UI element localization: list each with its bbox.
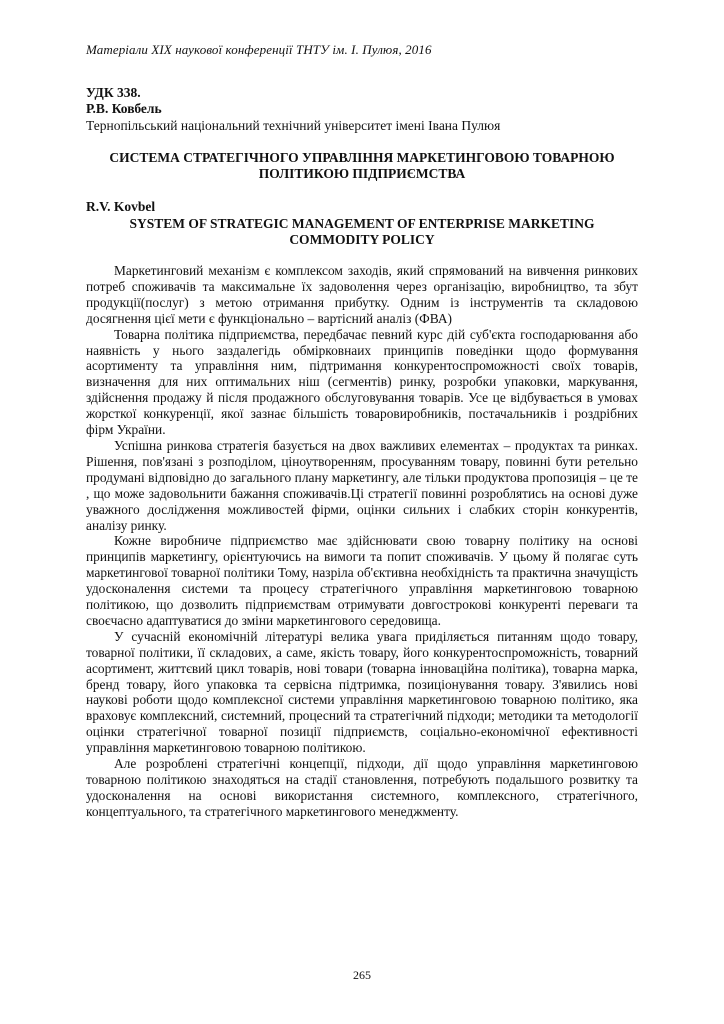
paragraph: Успішна ринкова стратегія базується на двох важливих елементах – продуктах та ринках. Рішення, пов'язані з розподілом, ціноутворенням, просуванням товару, повинні бути ретельно продумані відповідно до загального плану маркетингу, але тільки продуктова пропозиція – це те , що може задовольнити бажання споживачів.Ці стратегії повинні розроблятись на основі дуже уважного дослідження можливостей фірми, оцінки сильних і слабких сторін конкурентів, аналізу ринку. (86, 437, 638, 533)
running-header: Матеріали XIX наукової конференції ТНТУ ім. І. Пулюя, 2016 (86, 42, 432, 57)
paragraph: Товарна політика підприємства, передбачає певний курс дій суб'єкта господарювання або наявність у нього заздалегідь обмірковнаих принципів поведінки щодо формування асортименту та управління ним, підтримання конкурентоспроможності своїх товарів, визначення для них оптимальних ніш (сегментів) ринку, розробки упаковки, маркування, здійснення продажу й після продажного обслуговування товарів. Усе це відбувається в умовах жорсткої конкуренції, якої зазнає більшість товаровиробників, постачальників і роздрібних фірм України. (86, 326, 638, 438)
paragraph: Але розроблені стратегічні концепції, підходи, дії щодо управління маркетинговою товарною політикою знаходяться на стадії становлення, потребують подальшого розвитку та удосконалення на основі використання системного, комплексного, стратегічного, концептуального, та стратегічного маркетингового менеджменту. (86, 756, 638, 819)
paragraph: У сучасній економічній літературі велика увага приділяється питанням щодо товару, товарної політики, її складових, а саме, якість товару, його конкурентоспроможність, товарний асортимент, життєвий цикл товарів, нові товари (товарна інноваційна політика), товарна марка, бренд товару, його упаковка та сервісна підтримка, позиціонування товару. З'явились нові наукові роботи щодо комплексної системи управління маркетинговою товарною політико, яка враховує комплексний, системний, процесний та стратегічний підходи; методики та методології оцінки стратегічної товарної позиції підприємств, соціально-економічної ефективності управління маркетинговою товарною політикою. (86, 628, 638, 756)
article-title-ukrainian: СИСТЕМА СТРАТЕГІЧНОГО УПРАВЛІННЯ МАРКЕТИНГОВОЮ ТОВАРНОЮ ПОЛІТИКОЮ ПІДПРИЄМСТВА (109, 150, 615, 181)
page-number: 265 (353, 968, 371, 982)
article-body (86, 263, 638, 820)
author-affiliation: Тернопільський національний технічний університет імені Івана Пулюя (86, 118, 501, 133)
author-name-english: R.V. Kovbel (86, 199, 156, 214)
article-title-english: SYSTEM OF STRATEGIC MANAGEMENT OF ENTERPRISE MARKETING COMMODITY POLICY (129, 216, 595, 247)
paragraph: Кожне виробниче підприємство має здійснювати свою товарну політику на основі принципів маркетингу, орієнтуючись на вимоги та попит споживачів. У цьому й полягає суть маркетингової товарної політики Тому, назріла об'єктивна необхідність та практична значущість удосконалення системи та процесу стратегічного управління маркетинговою товарною політикою, що дозволить підприємствам отримувати довгострокові конкуренті переваги та своєчасно адаптуватися до зміни маркетингового середовища. (86, 533, 638, 628)
author-name: Р.В. Ковбель (86, 101, 162, 116)
udk-code: УДК 338. (86, 85, 141, 100)
paragraph: Маркетинговий механізм є комплексом заходів, який спрямований на вивчення ринкових потреб споживачів та максимальне їх задоволення через організацію, виробництво, та збут продукції(послуг) з метою отримання прибутку. Одним із інструментів та складовою досягнення цієї мети є функціонально – вартісний аналіз (ФВА) (86, 263, 638, 326)
